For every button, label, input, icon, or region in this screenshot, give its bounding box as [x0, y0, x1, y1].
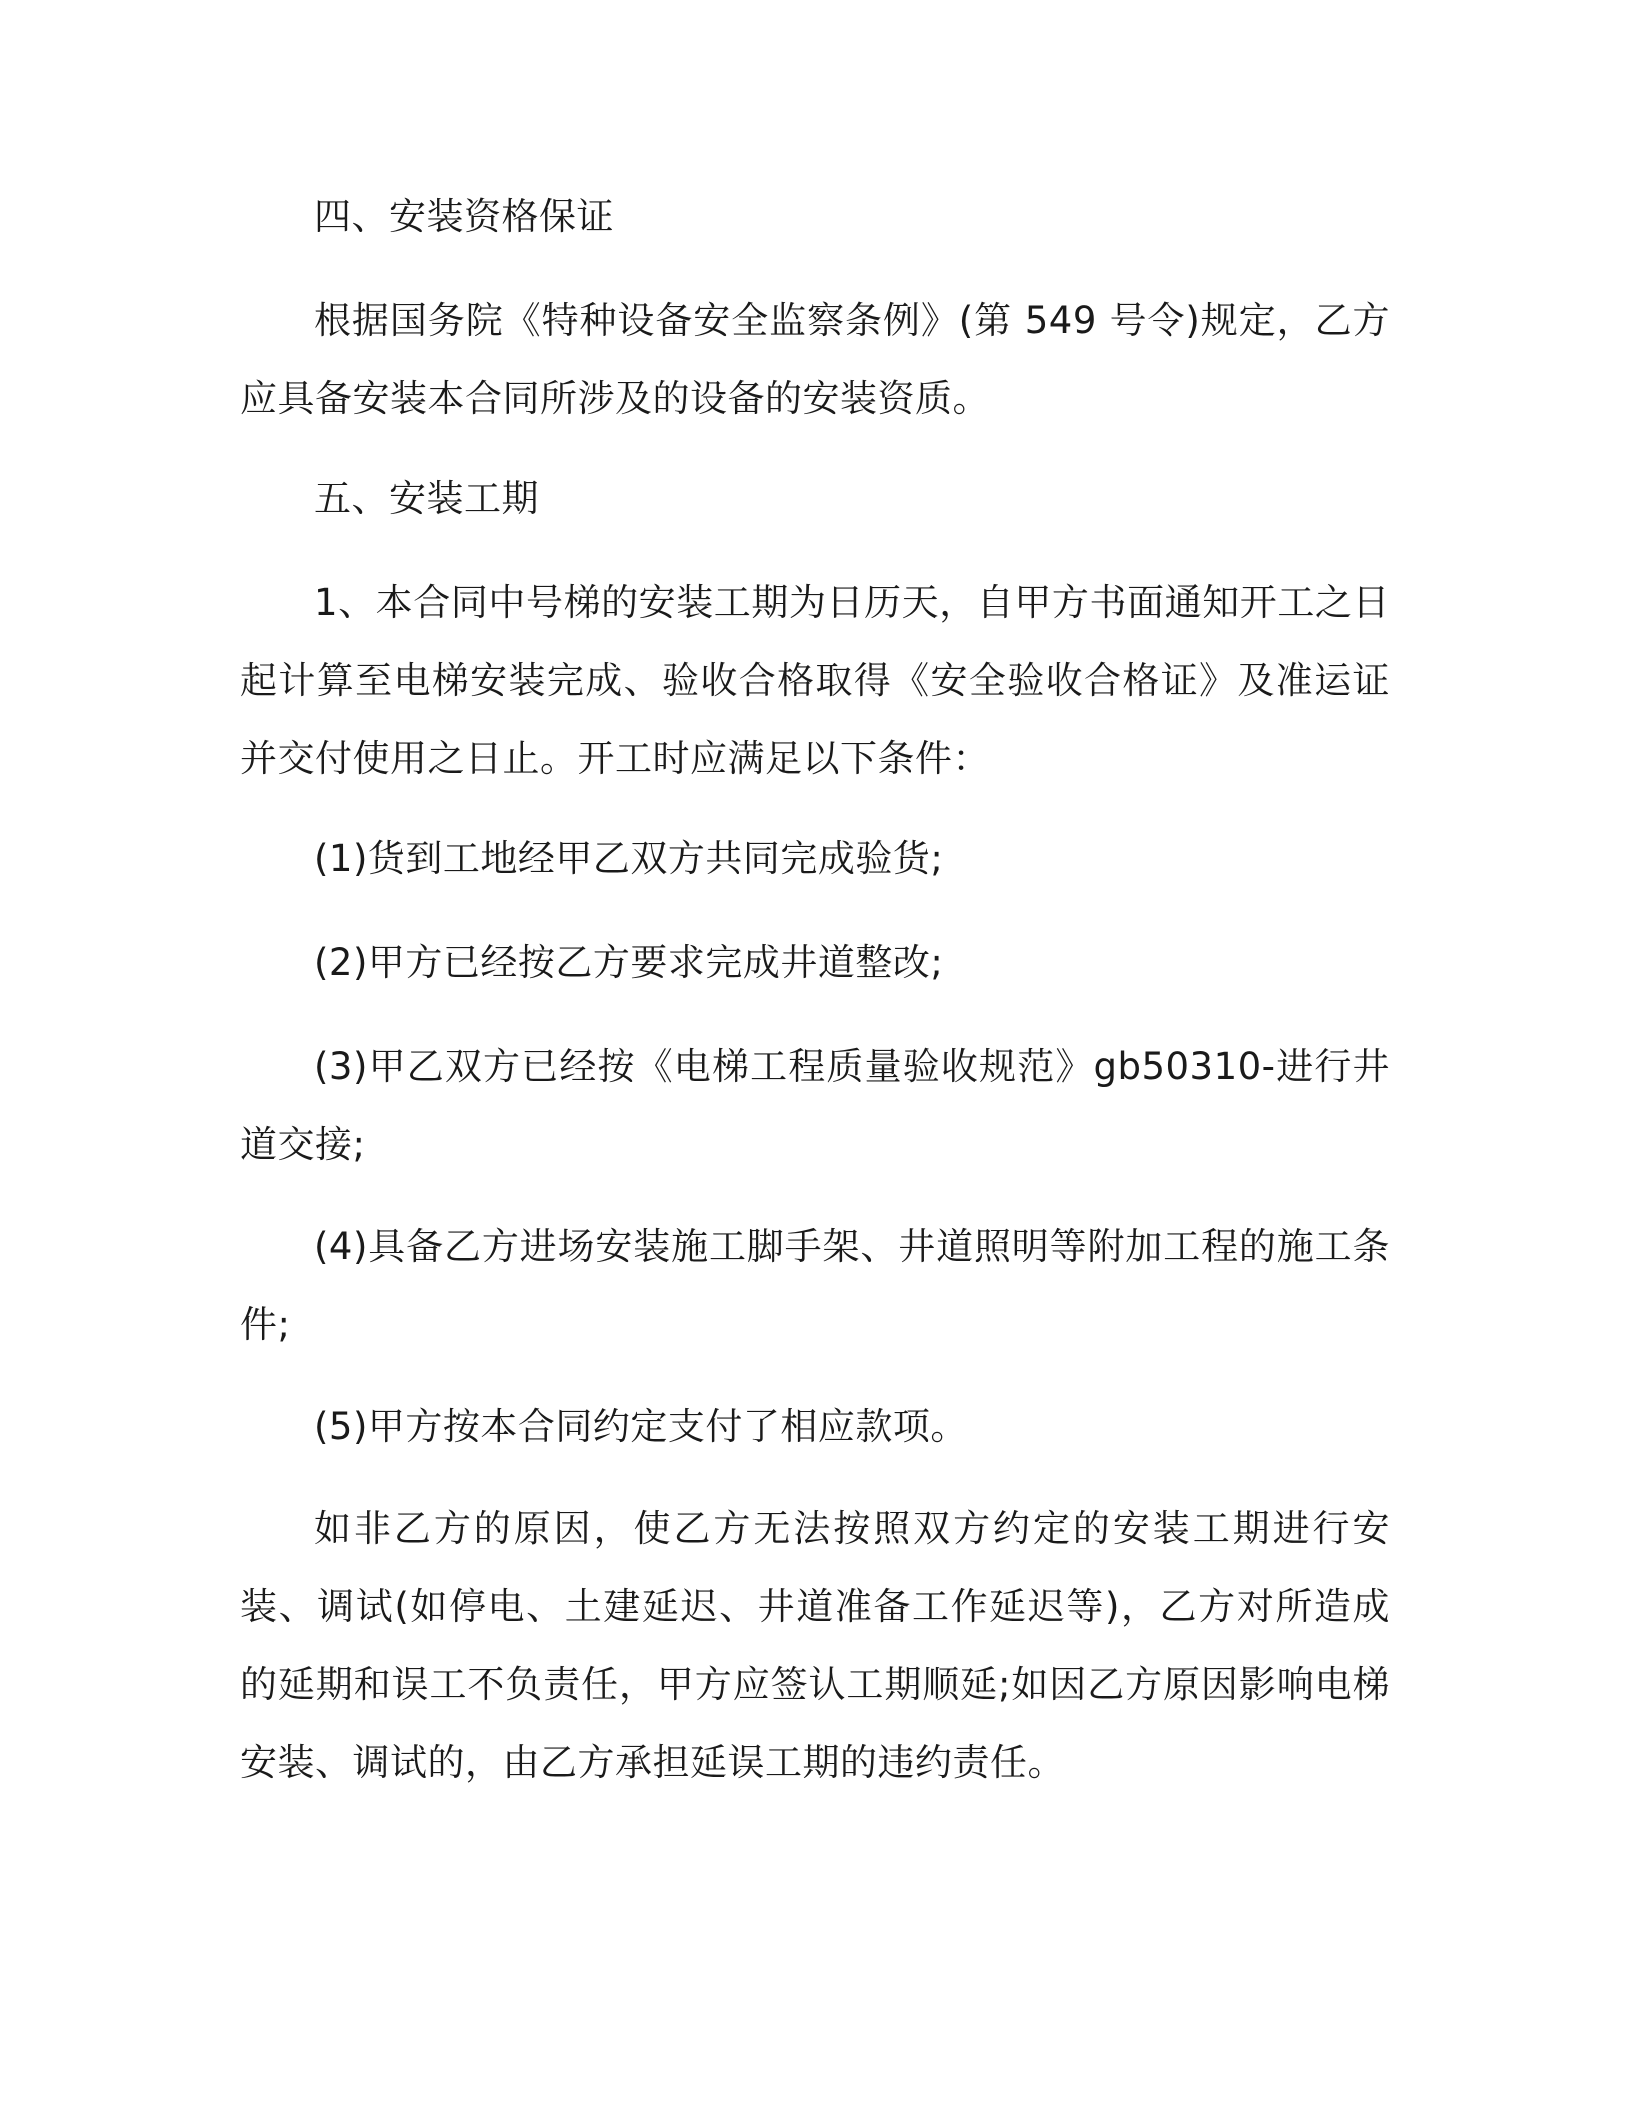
section-four-body: 根据国务院《特种设备安全监察条例》(第 549 号令)规定，乙方应具备安装本合同所涉及的设备的安装资质。	[240, 299, 1390, 420]
condition-5: (5)甲方按本合同约定支付了相应款项。	[314, 1405, 968, 1448]
condition-1: (1)货到工地经甲乙双方共同完成验货;	[314, 837, 944, 880]
condition-2: (2)甲方已经按乙方要求完成井道整改;	[314, 941, 944, 984]
delay-paragraph: 如非乙方的原因，使乙方无法按照双方约定的安装工期进行安装、调试(如停电、土建延迟、井道准备工作延迟等)，乙方对所造成的延期和误工不负责任，甲方应签认工期顺延;如因乙方原因影响电梯安装、调试的，由乙方承担延误工期的违约责任。	[240, 1507, 1390, 1784]
clause-1: 1、本合同中号梯的安装工期为日历天，自甲方书面通知开工之日起计算至电梯安装完成、验收合格取得《安全验收合格证》及准运证并交付使用之日止。开工时应满足以下条件：	[240, 581, 1390, 780]
section-five-heading: 五、安装工期	[314, 477, 539, 520]
condition-4: (4)具备乙方进场安装施工脚手架、井道照明等附加工程的施工条件;	[240, 1225, 1390, 1346]
section-four-heading: 四、安装资格保证	[314, 195, 614, 238]
condition-3: (3)甲乙双方已经按《电梯工程质量验收规范》gb50310-进行井道交接;	[240, 1045, 1390, 1166]
